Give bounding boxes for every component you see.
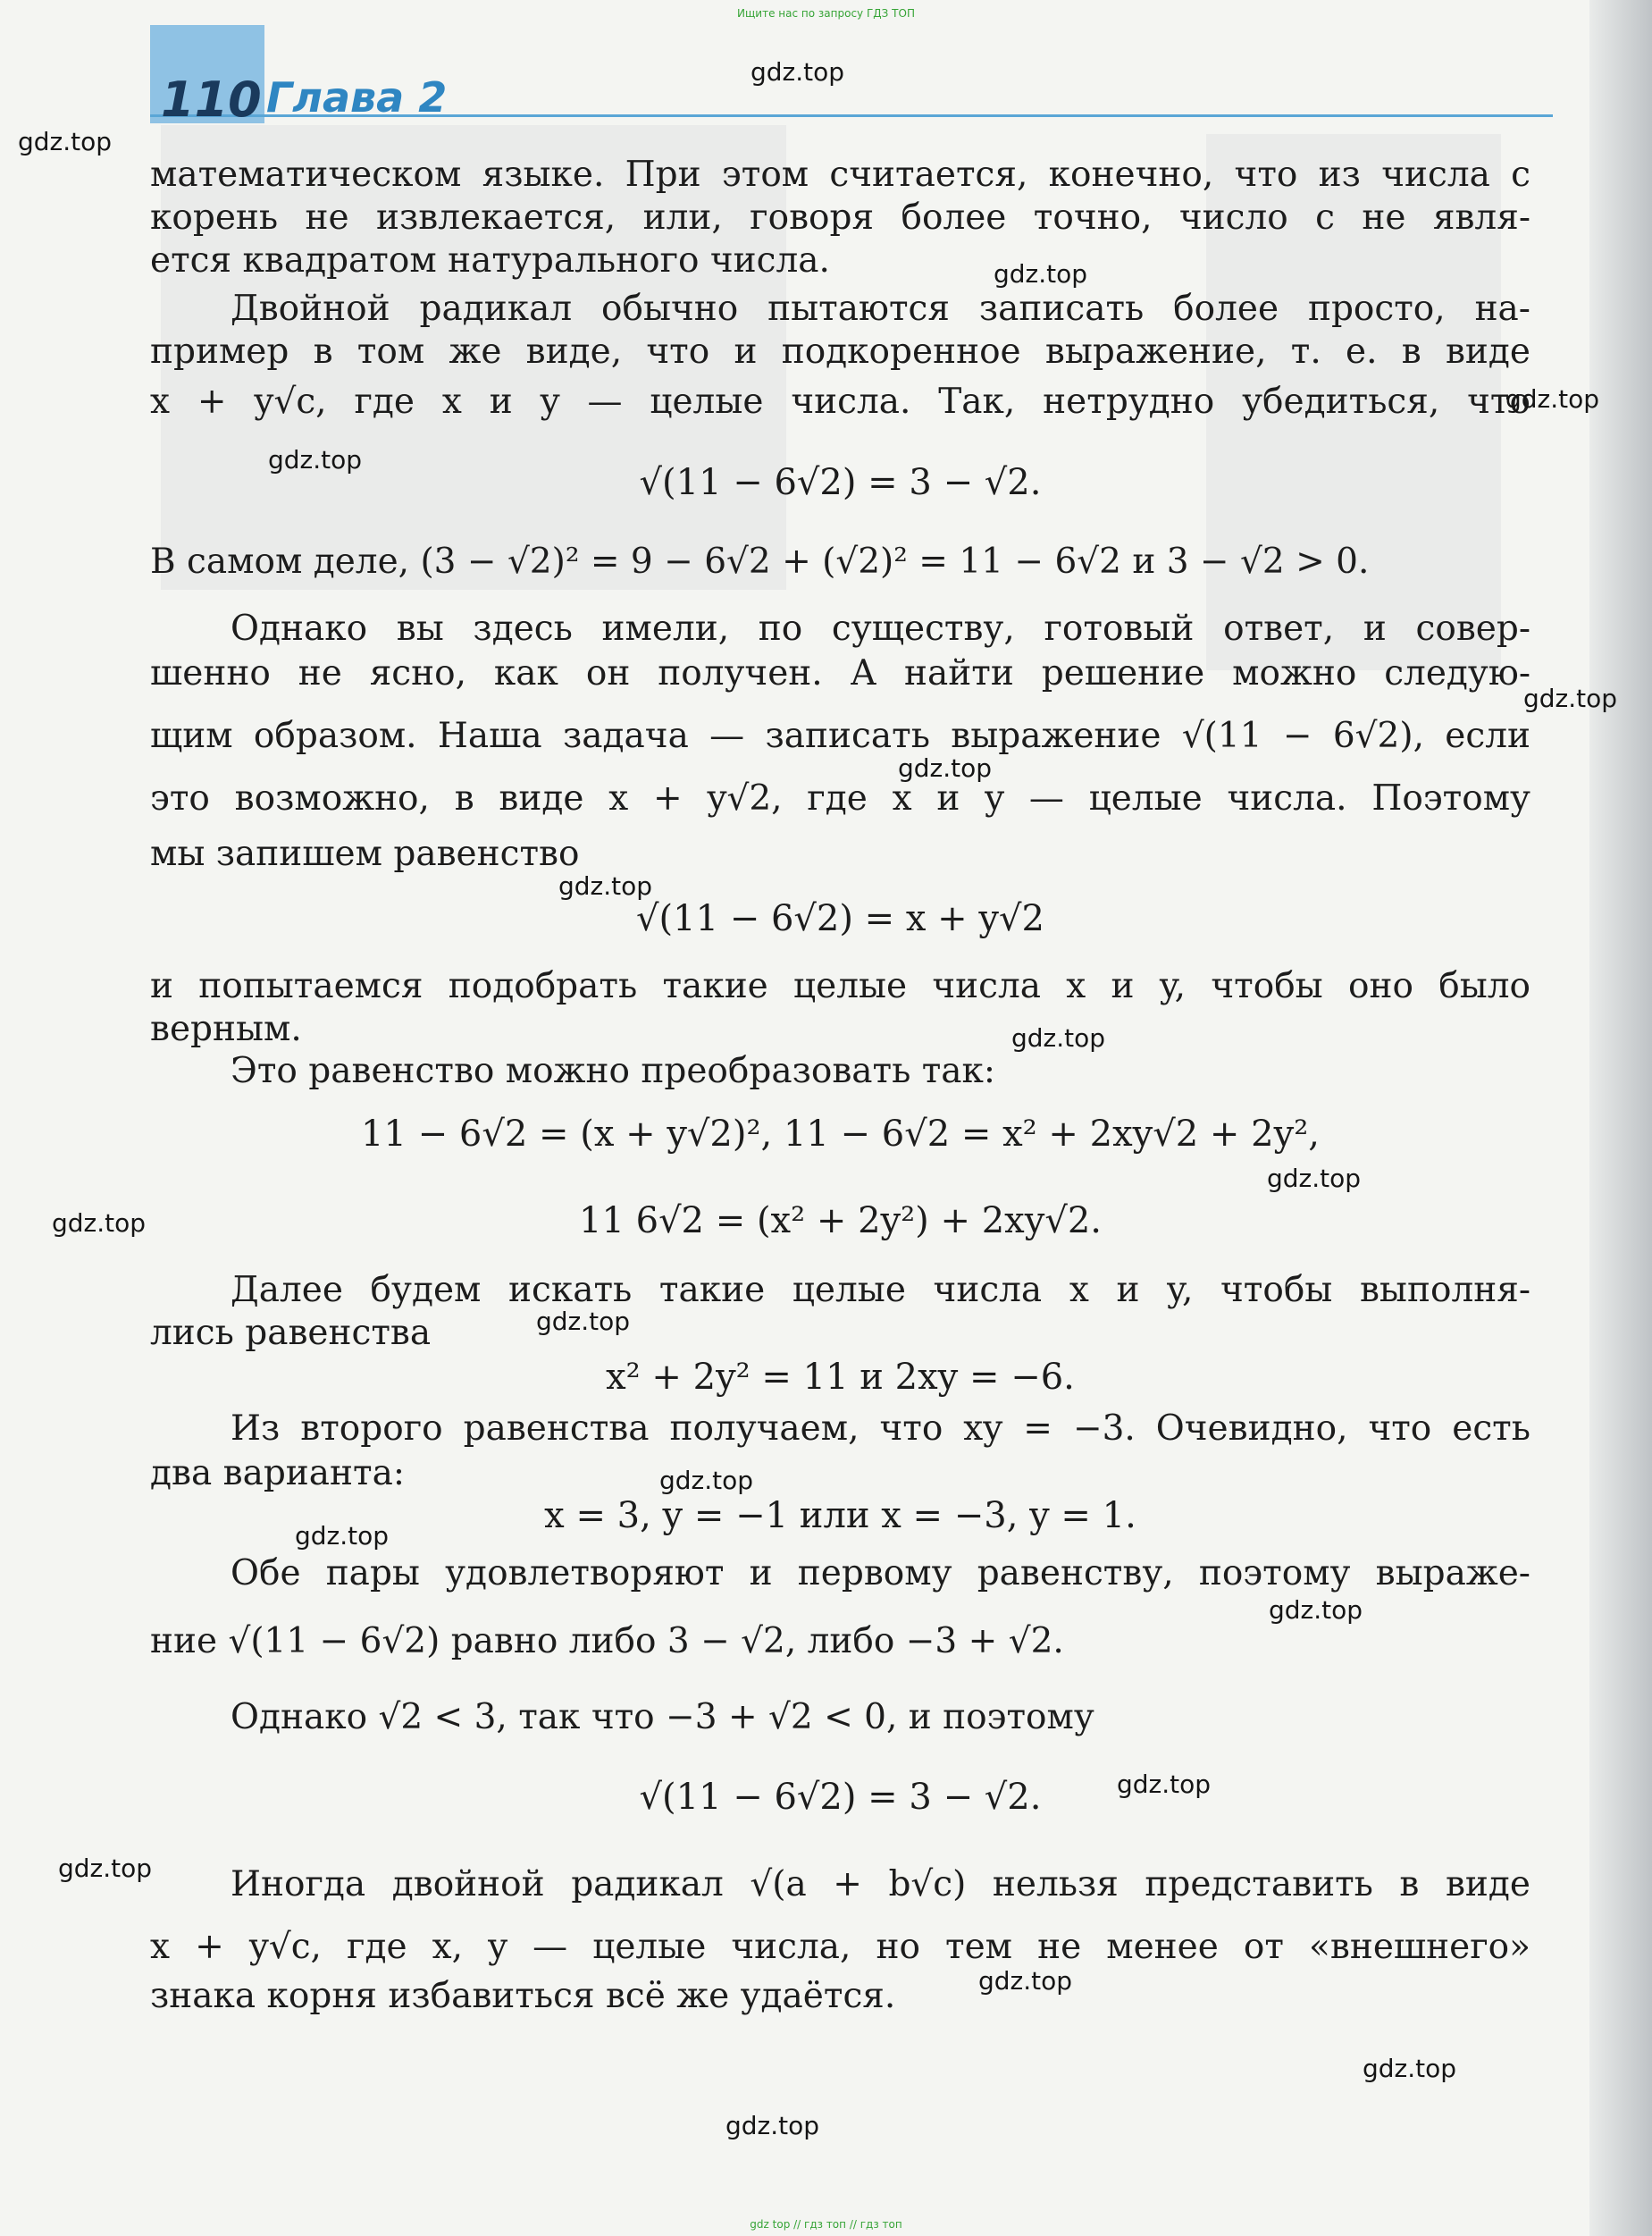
text-line: верным. <box>150 1009 302 1049</box>
text-line: x + y√c, где x и y — целые числа. Так, нетрудно убедиться, что <box>150 382 1530 422</box>
watermark: gdz.top <box>1363 2054 1457 2083</box>
text-line: Однако вы здесь имели, по существу, готовый ответ, и совер- <box>231 609 1530 649</box>
text-line: два варианта: <box>150 1453 405 1493</box>
watermark: gdz.top <box>978 1966 1073 1996</box>
top-note: Ищите нас по запросу ГДЗ ТОП <box>737 7 915 20</box>
text-line: лись равенства <box>150 1313 432 1353</box>
text-line: знака корня избавиться всё же удаётся. <box>150 1976 896 2016</box>
watermark: gdz.top <box>751 57 845 87</box>
watermark: gdz.top <box>1523 684 1618 713</box>
text-line: шенно не ясно, как он получен. А найти решение можно следую- <box>150 653 1530 693</box>
formula: x = 3, y = −1 или x = −3, y = 1. <box>544 1495 1136 1536</box>
text-line: щим образом. Наша задача — записать выражение √(11 − 6√2), если <box>150 716 1530 756</box>
text-line: x + y√c, где x, y — целые числа, но тем не менее от «внешнего» <box>150 1927 1530 1967</box>
watermark: gdz.top <box>558 871 653 901</box>
watermark: gdz.top <box>1267 1164 1362 1193</box>
chapter-title: Глава 2 <box>266 73 448 122</box>
text-line: и попытаемся подобрать такие целые числа x и y, чтобы оно было <box>150 966 1530 1006</box>
watermark: gdz.top <box>898 753 993 783</box>
formula: 11 6√2 = (x² + 2y²) + 2xy√2. <box>579 1200 1102 1241</box>
watermark: gdz.top <box>725 2111 820 2140</box>
text-line: В самом деле, (3 − √2)² = 9 − 6√2 + (√2)² = 11 − 6√2 и 3 − √2 > 0. <box>150 542 1370 582</box>
formula: √(11 − 6√2) = x + y√2 <box>636 898 1044 939</box>
formula: √(11 − 6√2) = 3 − √2. <box>639 462 1042 503</box>
text-line: ние √(11 − 6√2) равно либо 3 − √2, либо −3 + √2. <box>150 1621 1064 1661</box>
watermark: gdz.top <box>1011 1023 1106 1053</box>
watermark: gdz.top <box>1117 1769 1212 1799</box>
text-line: Двойной радикал обычно пытаются записать более просто, на- <box>231 289 1530 329</box>
watermark: gdz.top <box>52 1208 147 1238</box>
text-line: математическом языке. При этом считается, конечно, что из числа c <box>150 155 1530 195</box>
text-line: Иногда двойной радикал √(a + b√c) нельзя представить в виде <box>231 1864 1530 1904</box>
watermark: gdz.top <box>994 259 1088 289</box>
formula: √(11 − 6√2) = 3 − √2. <box>639 1777 1042 1818</box>
text-line: Обе пары удовлетворяют и первому равенству, поэтому выраже- <box>231 1553 1530 1593</box>
bottom-note: gdz top // гдз топ // гдз топ <box>750 2218 902 2231</box>
text-line: Из второго равенства получаем, что xy = −3. Очевидно, что есть <box>231 1408 1530 1449</box>
formula: 11 − 6√2 = (x + y√2)², 11 − 6√2 = x² + 2xy√2 + 2y², <box>361 1114 1320 1155</box>
watermark: gdz.top <box>295 1521 390 1551</box>
watermark: gdz.top <box>1505 384 1600 414</box>
text-line: Однако √2 < 3, так что −3 + √2 < 0, и поэтому <box>231 1697 1094 1737</box>
page-number: 110 <box>161 71 262 128</box>
page-edge-shadow <box>1589 0 1652 2236</box>
watermark: gdz.top <box>18 127 113 156</box>
text-line: Далее будем искать такие целые числа x и y, чтобы выполня- <box>231 1270 1530 1310</box>
text-line: ется квадратом натурального числа. <box>150 240 830 281</box>
watermark: gdz.top <box>1269 1595 1363 1625</box>
text-line: это возможно, в виде x + y√2, где x и y — целые числа. Поэтому <box>150 778 1530 819</box>
watermark: gdz.top <box>536 1307 631 1336</box>
watermark: gdz.top <box>268 445 363 475</box>
text-line: пример в том же виде, что и подкоренное выражение, т. е. в виде <box>150 332 1530 372</box>
formula: x² + 2y² = 11 и 2xy = −6. <box>606 1357 1075 1398</box>
text-line: Это равенство можно преобразовать так: <box>231 1051 996 1091</box>
watermark: gdz.top <box>58 1854 153 1883</box>
watermark: gdz.top <box>659 1466 754 1495</box>
text-line: корень не извлекается, или, говоря более точно, число c не явля- <box>150 198 1530 238</box>
text-line: мы запишем равенство <box>150 834 580 874</box>
